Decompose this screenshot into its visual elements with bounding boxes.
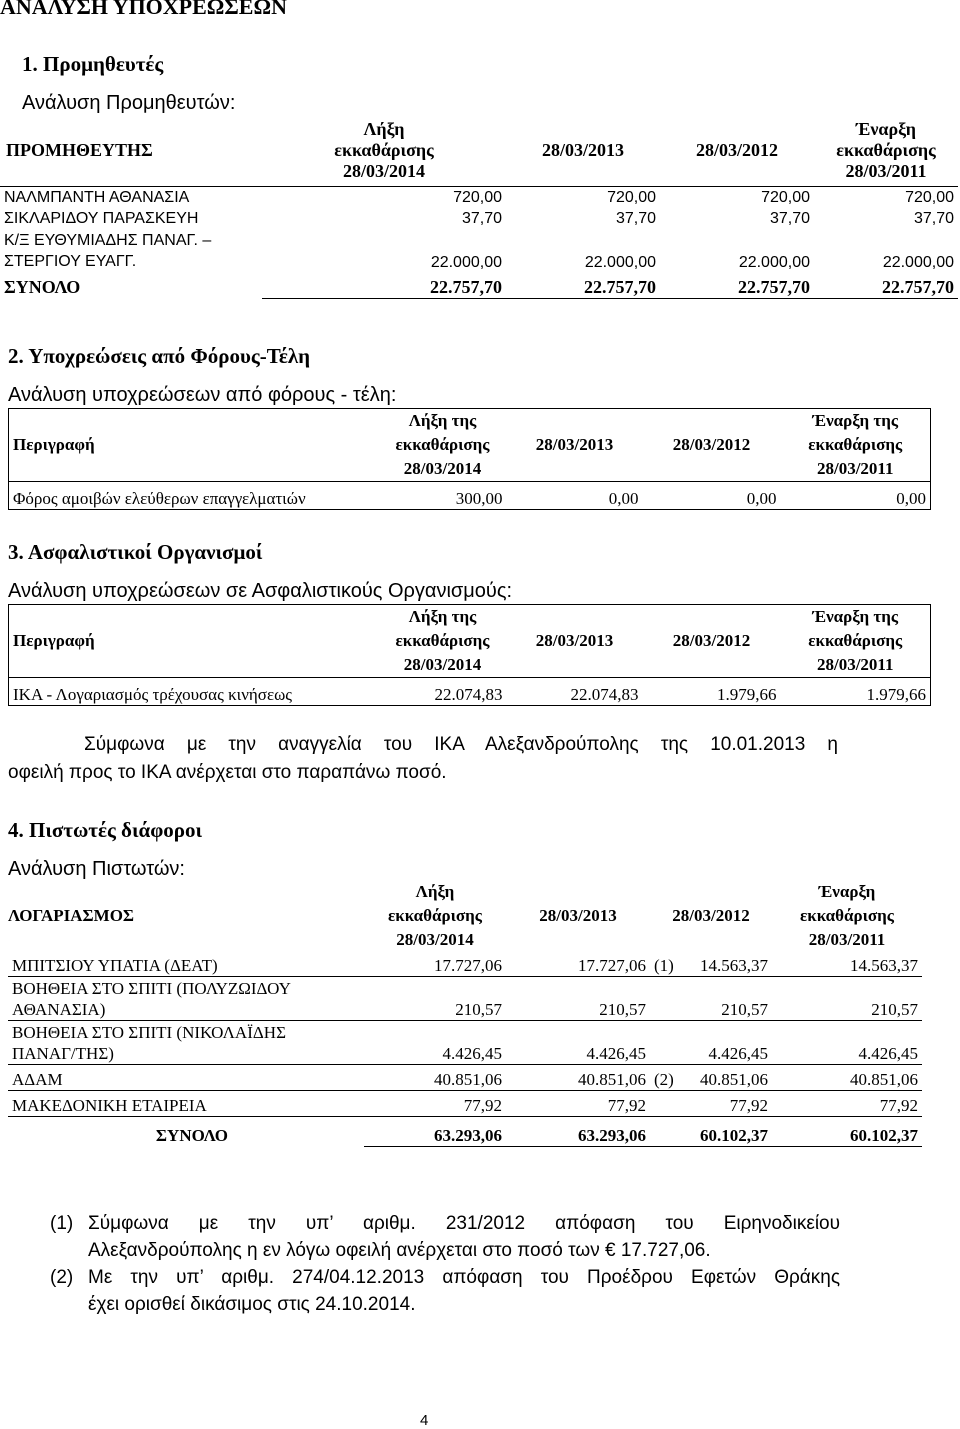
header-cell: Περιγραφή [13,435,95,455]
value-cell: 37,70 [769,209,810,227]
footnote-marker: (2) [650,1064,684,1090]
value-cell: 300,00 [455,489,503,509]
value-cell: 720,00 [453,188,502,206]
header-cell: 28/03/2013 [535,631,614,651]
table-row [0,228,958,272]
page-number: 4 [420,1412,429,1429]
section-subtitle-insurance: Ανάλυση υποχρεώσεων σε Ασφαλιστικούς Οργανισμούς: [8,580,513,602]
value-cell: 17.727,06 [364,954,506,976]
table-row [8,1090,922,1116]
header-cell: 28/03/2013 [539,906,617,926]
suppliers-table [0,116,958,299]
footnote-marker [650,1090,684,1116]
total-row [0,272,958,298]
header-cell: Έναρξη εκκαθάρισης 28/03/2011 [800,882,894,949]
table-header-row [9,409,931,482]
value-cell: 22.000,00 [584,253,656,271]
value-cell: 4.426,45 [364,1020,506,1064]
total-cell: 60.102,37 [772,1116,922,1146]
value-cell: 77,92 [772,1090,922,1116]
total-cell: 63.293,06 [506,1116,650,1146]
description-cell: ΙΚΑ - Λογαριασμός τρέχουσας κινήσεως [13,685,293,705]
section-heading-taxes: 2. Υποχρεώσεις από Φόρους-Τέλη [8,344,311,368]
table-row [8,976,922,1020]
supplier-name: ΝΑΛΜΠΑΝΤΗ ΑΘΑΝΑΣΙΑ [4,188,190,206]
header-cell: Λήξη εκκαθάρισης 28/03/2014 [388,882,482,949]
section-heading-creditors: 4. Πιστωτές διάφοροι [8,818,203,842]
header-cell: ΠΡΟΜΗΘΕΥΤΗΣ [6,140,153,161]
header-cell: Περιγραφή [13,631,95,651]
value-cell: 37,70 [615,209,656,227]
footnote-2-marker: (2) [50,1267,74,1288]
total-cell: 22.757,70 [660,272,814,298]
account-name: ΒΟΗΘΕΙΑ ΣΤΟ ΣΠΙΤΙ (ΠΟΛΥΖΩΙΔΟΥ ΑΘΑΝΑΣΙΑ) [8,976,364,1020]
total-cell: 60.102,37 [650,1116,772,1146]
value-cell: 1.979,66 [866,685,926,705]
table-row [0,186,958,207]
total-label: ΣΥΝΟΛΟ [155,1126,228,1146]
insurance-note-line-1: Σύμφωνα με την αναγγελία του ΙΚΑ Αλεξανδρούπολης της 10.01.2013 η [84,734,838,755]
total-cell: 22.757,70 [814,272,958,298]
value-cell: 210,57 [772,976,922,1020]
total-cell: 22.757,70 [262,272,506,298]
header-cell: 28/03/2012 [695,140,778,161]
footnote-marker: (1) [650,954,684,976]
value-cell: 77,92 [684,1090,772,1116]
value-cell: 14.563,37 [772,954,922,976]
header-cell: Έναρξη της εκκαθάρισης 28/03/2011 [808,607,903,674]
value-cell: 1.979,66 [717,685,777,705]
insurance-table [8,604,931,706]
total-cell: 63.293,06 [364,1116,506,1146]
header-cell: ΛΟΓΑΡΙΑΣΜΟΣ [8,906,135,926]
header-cell: 28/03/2012 [672,631,751,651]
table-row [8,954,922,976]
page-title: ΑΝΑΛΥΣΗ ΥΠΟΧΡΕΩΣΕΩΝ [0,0,287,19]
value-cell: 37,70 [461,209,502,227]
table-row [8,1064,922,1090]
footnote-1-marker: (1) [50,1213,74,1234]
value-cell: 720,00 [905,188,954,206]
account-name: ΒΟΗΘΕΙΑ ΣΤΟ ΣΠΙΤΙ (ΝΙΚΟΛΑΪΔΗΣ ΠΑΝΑΓ/ΤΗΣ) [8,1020,364,1064]
section-subtitle-creditors: Ανάλυση Πιστωτών: [8,858,185,880]
value-cell: 0,00 [608,489,639,509]
account-name: ΜΑΚΕΔΟΝΙΚΗ ΕΤΑΙΡΕΙΑ [8,1090,364,1116]
supplier-name: Κ/Ξ ΕΥΘΥΜΙΑΔΗΣ ΠΑΝΑΓ. – ΣΤΕΡΓΙΟΥ ΕΥΑΓΓ. [4,232,212,270]
value-cell: 22.074,83 [434,685,503,705]
footnote-2-line-2: έχει ορισθεί δικάσιμος στις 24.10.2014. [88,1294,416,1315]
value-cell: 17.727,06 [506,954,650,976]
value-cell: 0,00 [896,489,926,509]
value-cell: 77,92 [364,1090,506,1116]
total-label: ΣΥΝΟΛΟ [4,277,81,298]
header-cell: Λήξη της εκκαθάρισης 28/03/2014 [395,607,490,674]
table-header-row [0,116,958,186]
section-heading-insurance: 3. Ασφαλιστικοί Οργανισμοί [8,540,263,564]
value-cell: 4.426,45 [506,1020,650,1064]
header-cell: Έναρξη της εκκαθάρισης 28/03/2011 [808,411,903,478]
supplier-name: ΣΙΚΛΑΡΙΔΟΥ ΠΑΡΑΣΚΕΥΗ [4,209,199,227]
header-cell: Έναρξη εκκαθάρισης 28/03/2011 [836,119,936,182]
footnote-marker [650,1020,684,1064]
header-cell: Λήξη εκκαθάρισης 28/03/2014 [334,119,434,182]
description-cell: Φόρος αμοιβών ελεύθερων επαγγελματιών [13,489,306,509]
header-cell: Λήξη της εκκαθάρισης 28/03/2014 [395,411,490,478]
section-heading-suppliers: 1. Προμηθευτές [22,52,164,76]
section-subtitle-suppliers: Ανάλυση Προμηθευτών: [22,92,236,114]
value-cell: 210,57 [684,976,772,1020]
table-row [0,207,958,228]
value-cell: 37,70 [913,209,954,227]
header-cell: 28/03/2013 [541,140,624,161]
value-cell: 22.000,00 [430,253,502,271]
table-row [8,1020,922,1064]
header-cell: 28/03/2012 [672,906,750,926]
table-row [9,482,931,510]
header-cell: 28/03/2012 [672,435,751,455]
value-cell: 77,92 [506,1090,650,1116]
footnote-1-line-1: Σύμφωνα με την υπ’ αριθμ. 231/2012 απόφαση του Ειρηνοδικείου [88,1213,840,1234]
footnote-2-line-1: Με την υπ’ αριθμ. 274/04.12.2013 απόφαση του Προέδρου Εφετών Θράκης [88,1267,840,1288]
value-cell: 210,57 [364,976,506,1020]
total-cell: 22.757,70 [506,272,660,298]
value-cell: 4.426,45 [684,1020,772,1064]
account-name: ΑΔΑΜ [8,1064,364,1090]
value-cell: 4.426,45 [772,1020,922,1064]
creditors-table [8,878,922,1147]
value-cell: 40.851,06 [364,1064,506,1090]
taxes-table [8,408,931,510]
value-cell: 720,00 [607,188,656,206]
account-name: ΜΠΙΤΣΙΟΥ ΥΠΑΤΙΑ (ΔΕΑΤ) [8,954,364,976]
value-cell: 210,57 [506,976,650,1020]
table-header-row [9,605,931,678]
section-subtitle-taxes: Ανάλυση υποχρεώσεων από φόρους - τέλη: [8,384,397,406]
insurance-note-line-2: οφειλή προς το ΙΚΑ ανέρχεται στο παραπάνω ποσό. [8,762,447,783]
value-cell: 40.851,06 [772,1064,922,1090]
footnote-marker [650,976,684,1020]
table-row [9,678,931,706]
footnote-1-line-2: Αλεξανδρούπολης η εν λόγω οφειλή ανέρχεται στο ποσό των € 17.727,06. [88,1240,711,1261]
value-cell: 14.563,37 [684,954,772,976]
value-cell: 40.851,06 [506,1064,650,1090]
value-cell: 40.851,06 [684,1064,772,1090]
value-cell: 720,00 [761,188,810,206]
value-cell: 22.000,00 [738,253,810,271]
table-header-row [8,878,922,954]
header-cell: 28/03/2013 [535,435,614,455]
value-cell: 0,00 [746,489,777,509]
total-row [8,1116,922,1146]
value-cell: 22.000,00 [882,253,954,271]
value-cell: 22.074,83 [570,685,639,705]
